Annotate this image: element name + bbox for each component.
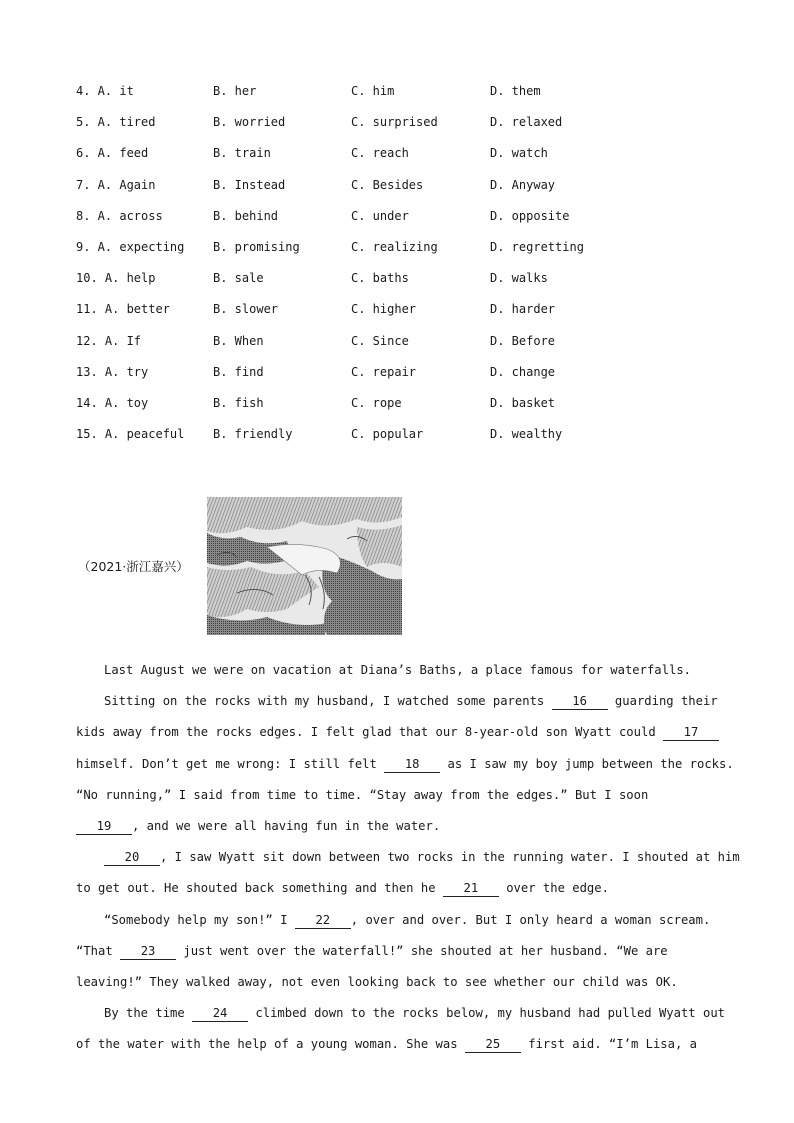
paragraph-line (76, 967, 716, 998)
text: , and we were all having fun in the water. (132, 818, 441, 833)
text: “That (76, 943, 121, 958)
option-c: C. Besides (351, 177, 424, 192)
option-d: D. basket (490, 395, 556, 410)
option-a: 7. A. Again (76, 177, 156, 192)
option-d: D. walks (490, 271, 548, 286)
option-row-15 (76, 427, 716, 458)
option-c: C. baths (351, 271, 409, 286)
option-row-7 (76, 178, 716, 209)
option-a: 5. A. tired (76, 115, 156, 130)
option-b: B. find (213, 364, 264, 379)
option-row-9 (76, 240, 716, 271)
paragraph-line (76, 873, 716, 904)
option-c: C. him (351, 84, 395, 98)
option-row-4 (76, 84, 716, 115)
option-d: D. regretting (490, 239, 584, 254)
option-d: D. Anyway (490, 177, 556, 192)
option-d: D. opposite (490, 208, 570, 223)
text: Sitting on the rocks with my husband, I watched some parents (104, 694, 552, 709)
blank-20: 20 (104, 850, 160, 866)
option-c: C. rope (351, 395, 402, 410)
text: guarding their (607, 694, 718, 709)
option-c: C. Since (351, 333, 409, 348)
option-a: 8. A. across (76, 208, 163, 223)
option-c: C. higher (351, 302, 417, 317)
paragraph-line (76, 1029, 716, 1060)
paragraph-line (76, 749, 734, 780)
text: By the time (104, 1006, 193, 1021)
text: , I saw Wyatt sit down between two rocks in the running water. I shouted at him (160, 850, 740, 865)
blank-16: 16 (552, 694, 608, 710)
option-a: 11. A. better (76, 302, 170, 317)
text: first aid. “I’m Lisa, a (520, 1037, 697, 1052)
option-row-10 (76, 271, 716, 302)
text: leaving!” They walked away, not even looking back to see whether our child was OK. (76, 974, 678, 989)
paragraph-line (76, 811, 716, 842)
option-d: D. relaxed (490, 115, 563, 130)
paragraph-line (76, 905, 716, 936)
option-d: D. change (490, 364, 556, 379)
source-label: （2021·浙江嘉兴） (78, 559, 189, 574)
waterfall-illustration (207, 497, 402, 635)
paragraph-line (76, 686, 716, 717)
text: “Somebody help my son!” I (104, 912, 295, 927)
option-a: 6. A. feed (76, 146, 149, 161)
paragraph-line (76, 998, 725, 1029)
text: kids away from the rocks edges. I felt glad that our 8-year-old son Wyatt could (76, 725, 663, 740)
option-b: B. When (213, 333, 264, 348)
option-a: 15. A. peaceful (76, 427, 185, 442)
blank-21: 21 (443, 881, 499, 897)
option-row-6 (76, 146, 716, 177)
option-c: C. reach (351, 146, 409, 161)
blank-24: 24 (192, 1006, 248, 1022)
text: climbed down to the rocks below, my husband had pulled Wyatt out (248, 1006, 725, 1021)
reading-passage (76, 655, 740, 1060)
option-a: 9. A. expecting (76, 239, 185, 254)
option-b: B. slower (213, 302, 279, 317)
blank-17: 17 (663, 725, 719, 741)
option-d: D. them (490, 84, 541, 98)
option-b: B. Instead (213, 177, 286, 192)
option-row-13 (76, 365, 716, 396)
option-row-12 (76, 334, 716, 365)
option-b: B. promising (213, 239, 300, 254)
text: of the water with the help of a young woman. She was (76, 1037, 465, 1052)
option-a: 12. A. If (76, 333, 142, 348)
paragraph-line (76, 717, 716, 748)
text: himself. Don’t get me wrong: I still felt (76, 756, 385, 771)
option-b: B. worried (213, 115, 286, 130)
blank-25: 25 (465, 1037, 521, 1053)
option-d: D. wealthy (490, 427, 563, 442)
option-b: B. her (213, 84, 257, 98)
option-row-14 (76, 396, 716, 427)
text: “No running,” I said from time to time. “Stay away from the edges.” But I soon (76, 787, 649, 802)
option-c: C. popular (351, 427, 424, 442)
option-d: D. watch (490, 146, 548, 161)
option-row-11 (76, 302, 716, 333)
option-c: C. repair (351, 364, 417, 379)
text: over the edge. (498, 881, 609, 896)
option-d: D. Before (490, 333, 556, 348)
option-b: B. train (213, 146, 271, 161)
blank-18: 18 (384, 757, 440, 773)
option-a: 10. A. help (76, 271, 156, 286)
option-b: B. behind (213, 208, 279, 223)
text: Last August we were on vacation at Diana’s Baths, a place famous for waterfalls. (104, 663, 691, 677)
paragraph-line (76, 655, 716, 686)
option-b: B. sale (213, 271, 264, 286)
option-c: C. surprised (351, 115, 438, 130)
text: , over and over. But I only heard a woman scream. (350, 912, 711, 927)
paragraph-line (76, 780, 716, 811)
option-a: 4. A. it (76, 84, 134, 98)
paragraph-line (76, 936, 716, 967)
option-b: B. friendly (213, 427, 293, 442)
option-a: 13. A. try (76, 364, 149, 379)
option-c: C. under (351, 208, 409, 223)
option-row-5 (76, 115, 716, 146)
answer-options (76, 84, 716, 458)
text: just went over the waterfall!” she shouted at her husband. “We are (176, 943, 668, 958)
blank-22: 22 (295, 913, 351, 929)
option-d: D. harder (490, 302, 556, 317)
blank-23: 23 (120, 944, 176, 960)
option-row-8 (76, 209, 716, 240)
text: to get out. He shouted back something and then he (76, 881, 443, 896)
option-a: 14. A. toy (76, 395, 149, 410)
option-b: B. fish (213, 395, 264, 410)
option-c: C. realizing (351, 239, 438, 254)
blank-19: 19 (76, 819, 132, 835)
paragraph-line (76, 842, 740, 873)
text: as I saw my boy jump between the rocks. (440, 756, 734, 771)
